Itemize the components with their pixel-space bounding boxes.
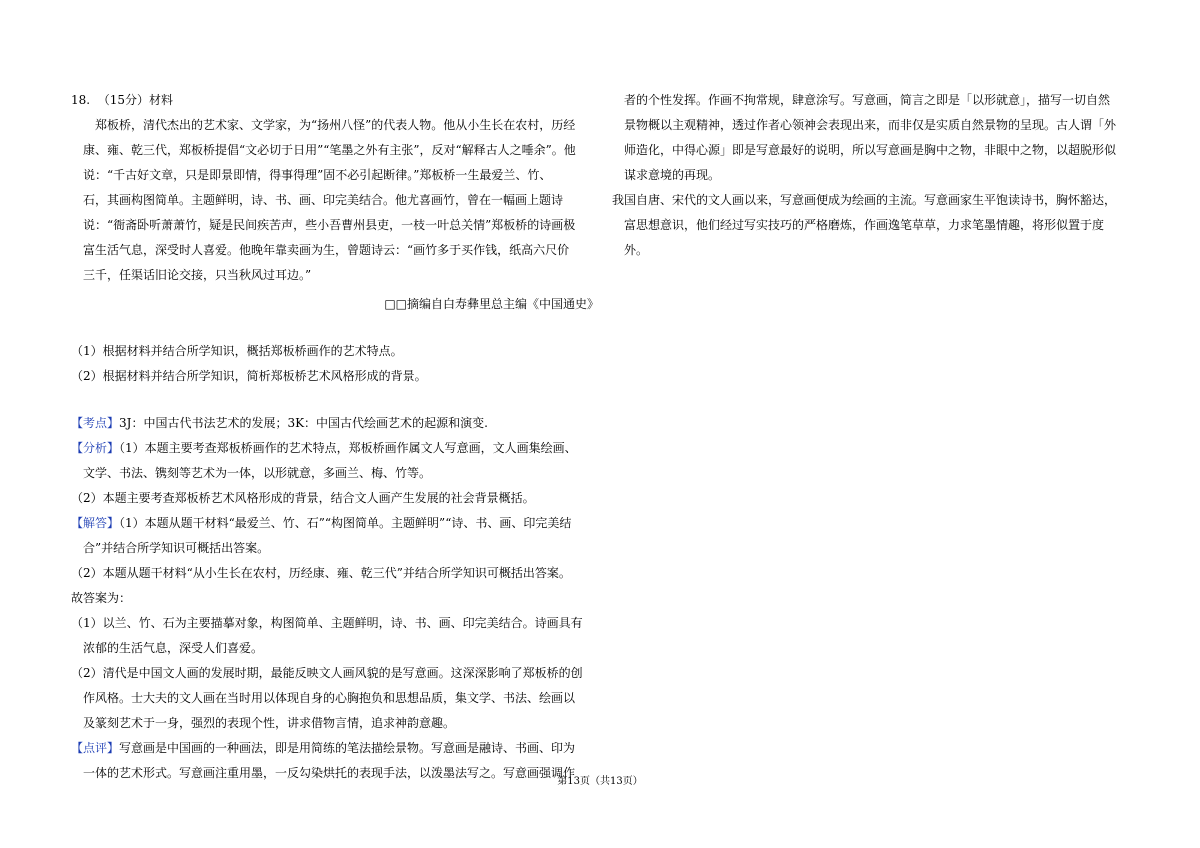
- material-line: 石，其画构图简单。主题鲜明，诗、书、画、印完美结合。他尤喜画竹，曾在一幅画上题诗: [83, 193, 564, 207]
- dianping: [71, 736, 599, 761]
- answer-2-line: 作风格。士大夫的文人画在当时用以体现自身的心胸抱负和思想品质，集文学、书法、绘画以: [83, 691, 576, 705]
- fenxi-2: （2）本题主要考查郑板桥艺术风格形成的背景，结合文人画产生发展的社会背景概括。: [71, 491, 535, 505]
- material-line: 三千，任渠话旧论交接，只当秋风过耳边。”: [83, 268, 312, 282]
- right-para1-line: 谋求意境的再现。: [624, 168, 721, 182]
- page-footer: 第13页（共13页）: [557, 776, 643, 787]
- right-para2-line: 我国自唐、宋代的文人画以来，写意画便成为绘画的主流。写意画家生平饱读诗书，胸怀豁达，: [612, 193, 1117, 207]
- question-score: （15分）材料: [97, 93, 174, 107]
- fenxi: [71, 436, 599, 461]
- material-line: 说：“千古好文章，只是即景即情，得事得理”固不必引起断律。”郑板桥一生最爱兰、竹、: [83, 168, 552, 182]
- question-header: [71, 88, 599, 113]
- fenxi-line: 文学、书法、镌刻等艺术为一体，以形就意，多画兰、梅、竹等。: [83, 466, 432, 480]
- dianping-line: 写意画是中国画的一种画法，即是用简练的笔法描绘景物。写意画是融诗、书画、印为: [119, 741, 576, 755]
- sub-question-2: （2）根据材料并结合所学知识，简析郑板桥艺术风格形成的背景。: [71, 369, 427, 383]
- sub-question-1: （1）根据材料并结合所学知识，概括郑板桥画作的艺术特点。: [71, 344, 403, 358]
- jieda-label: 【解答】: [71, 516, 120, 530]
- material-line: 康、雍、乾三代，郑板桥提倡“文必切于日用”“笔墨之外有主张”，反对“解释古人之唾余”。他: [83, 143, 576, 157]
- kaodian-text: 3J：中国古代书法艺术的发展；3K：中国古代绘画艺术的起源和演变.: [119, 416, 488, 430]
- fenxi-label: 【分析】: [71, 441, 120, 455]
- answer-2-line: 及篆刻艺术于一身，强烈的表现个性，讲求借物言情，追求神韵意趣。: [83, 716, 456, 730]
- dianping-line: 一体的艺术形式。写意画注重用墨，一反勾染烘托的表现手法，以泼墨法写之。写意画强调作: [83, 766, 576, 780]
- jieda-line: 合”并结合所学知识可概括出答案。: [83, 541, 270, 555]
- material-source: □□摘编自白寿彝里总主编《中国通史》: [384, 297, 599, 311]
- right-para1-line: 者的个性发挥。作画不拘常规，肆意涂写。写意画，简言之即是「以形就意」，描写一切自然: [624, 93, 1111, 107]
- right-para2-line: 富思想意识，他们经过写实技巧的严格磨炼，作画逸笔草草，力求笔墨情趣，将形似置于度: [624, 218, 1105, 232]
- right-column: [612, 88, 1164, 263]
- right-para2-line: 外。: [624, 243, 649, 257]
- answer-1-line: （1）以兰、竹、石为主要描摹对象，构图简单、主题鲜明，诗、书、画、印完美结合。诗画具有: [71, 616, 583, 630]
- answer-2-line: （2）清代是中国文人画的发展时期，最能反映文人画风貌的是写意画。这深深影响了郑板桥的创: [71, 666, 583, 680]
- material-line: 富生活气息，深受时人喜爱。他晚年靠卖画为生，曾题诗云：“画竹多于买作钱，纸高六尺价: [83, 243, 570, 257]
- jieda-2: （2）本题从题干材料“从小生长在农村，历经康、雍、乾三代”并结合所学知识可概括出答案。: [71, 566, 571, 580]
- material-line: 说：“衙斋卧听萧萧竹，疑是民间疾苦声，些小吾曹州县吏，一枝一叶总关情”郑板桥的诗画极: [83, 218, 576, 232]
- dianping-label: 【点评】: [71, 741, 120, 755]
- answer-intro: 故答案为：: [71, 591, 132, 605]
- right-para1-line: 师造化，中得心源」即是写意最好的说明，所以写意画是胸中之物，非眼中之物，以超脱形似: [624, 143, 1117, 157]
- right-para1-line: 景物概以主观精神，透过作者心领神会表现出来，而非仅是实质自然景物的呈现。古人谓「外: [624, 118, 1117, 132]
- material-line: 郑板桥，清代杰出的艺术家、文学家，为“扬州八怪”的代表人物。他从小生长在农村，历经: [95, 118, 576, 132]
- question-number: 18.: [71, 93, 91, 107]
- kaodian: [71, 411, 599, 436]
- jieda: [71, 511, 599, 536]
- left-column: [71, 88, 599, 786]
- answer-1-line: 浓郁的生活气息，深受人们喜爱。: [83, 641, 264, 655]
- kaodian-label: 【考点】: [71, 416, 120, 430]
- jieda-line: （1）本题从题干材料“最爱兰、竹、石”“构图简单。主题鲜明”“诗、书、画、印完美结: [119, 516, 572, 530]
- fenxi-line: （1）本题主要考查郑板桥画作的艺术特点，郑板桥画作属文人写意画，文人画集绘画、: [119, 441, 577, 455]
